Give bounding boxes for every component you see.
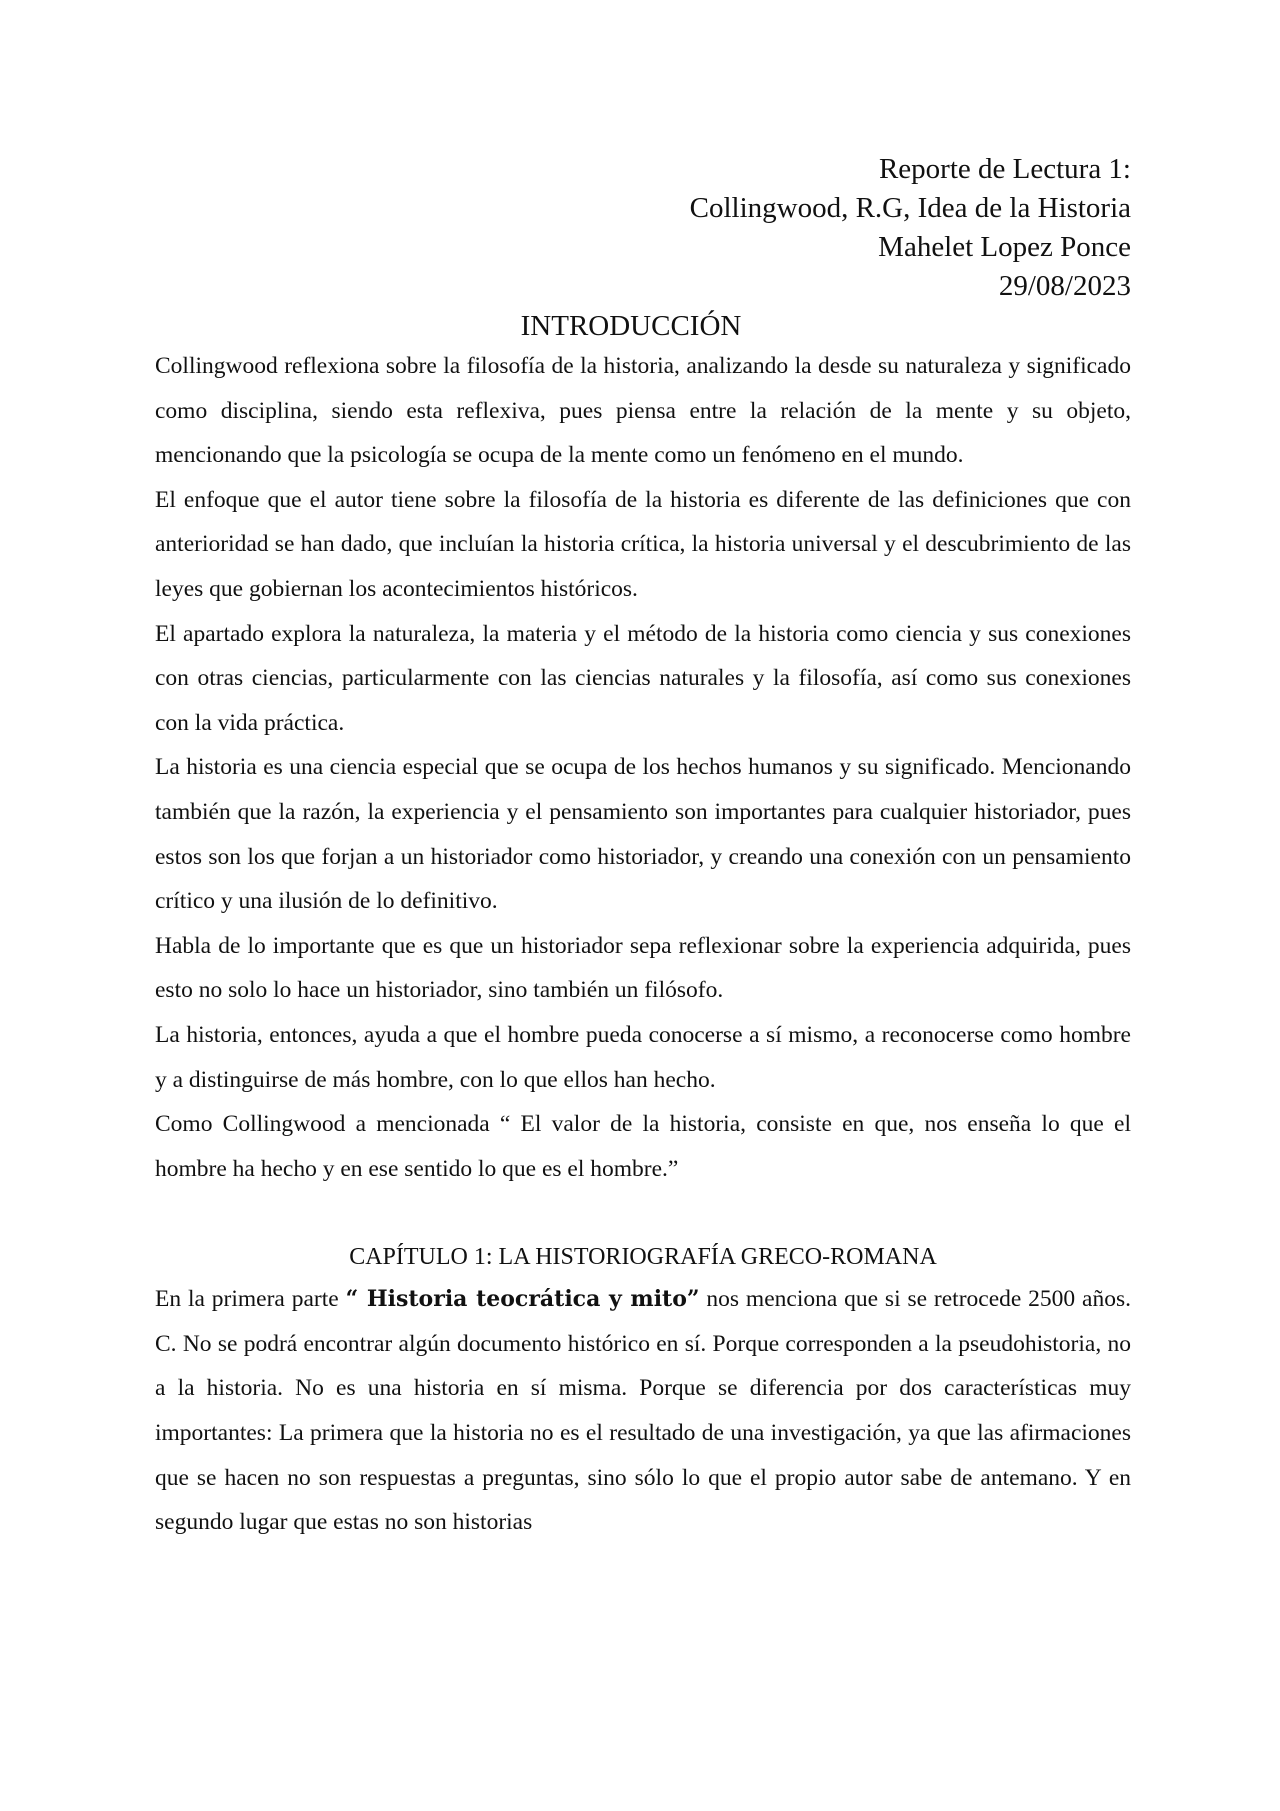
report-title: Reporte de Lectura 1: xyxy=(878,153,1131,185)
intro-paragraph: Como Collingwood a mencionada “ El valor de la historia, consiste en que, nos enseña lo que el hombre ha hecho y en ese sentido lo que es el hombre.” xyxy=(155,1111,1131,1182)
report-date: 29/08/2023 xyxy=(998,270,1131,302)
intro-paragraph: Habla de lo importante que es que un historiador sepa reflexionar sobre la experiencia adquirida, pues esto no solo lo hace un historiador, sino también un filósofo. xyxy=(155,932,1131,1004)
chapter-1-paragraph-text: nos menciona que si se retrocede 2500 años. C. No se podrá encontrar algún documento histórico en sí. Porque corresponden a la pseudohistoria, no a la historia. No es una historia en sí misma. Porque se diferencia por dos características muy importantes: La primera que la historia no es el resultado de una investigación, ya que las afirmaciones que se hacen no son respuestas a preguntas, sino sólo lo que el propio autor sabe de antemano. Y en segundo lugar que estas no son historias xyxy=(155,1286,1131,1536)
intro-paragraph: El apartado explora la naturaleza, la materia y el método de la historia como ciencia y sus conexiones con otras ciencias, particularmente con las ciencias naturales y la filosofía, así como sus conexiones con la vida práctica. xyxy=(155,620,1131,736)
author-name: Mahelet Lopez Ponce xyxy=(878,231,1131,263)
section-spacer xyxy=(155,1191,1131,1237)
intro-paragraph: Collingwood reflexiona sobre la filosofía de la historia, analizando la desde su naturaleza y significado como disciplina, siendo esta reflexiva, pues piensa entre la relación de la mente y su objeto, mencionando que la psicología se ocupa de la mente como un fenómeno en el mundo. xyxy=(155,353,1131,469)
intro-paragraph: La historia, entonces, ayuda a que el hombre pueda conocerse a sí mismo, a reconocerse como hombre y a distinguirse de más hombre, con lo que ellos han hecho. xyxy=(155,1021,1131,1093)
chapter-1-paragraph xyxy=(155,1277,1131,1545)
chapter-1-paragraph-prefix: En la primera parte xyxy=(155,1286,346,1313)
book-reference: Collingwood, R.G, Idea de la Historia xyxy=(689,192,1131,224)
report-header xyxy=(155,150,1131,306)
document-page xyxy=(155,150,1131,1545)
intro-paragraph: La historia es una ciencia especial que se ocupa de los hechos humanos y su significado. Mencionando también que la razón, la experiencia y el pensamiento son importantes para cualquier historiador, pues estos son los que forjan a un historiador como historiador, y creando una conexión con un pensamiento crítico y una ilusión de lo definitivo. xyxy=(155,754,1131,915)
introduction-heading: INTRODUCCIÓN xyxy=(520,310,742,342)
chapter-1-heading: CAPÍTULO 1: LA HISTORIOGRAFÍA GRECO-ROMANA xyxy=(349,1244,937,1271)
intro-paragraph: El enfoque que el autor tiene sobre la filosofía de la historia es diferente de las definiciones que con anterioridad se han dado, que incluían la historia crítica, la historia universal y el descubrimiento de las leyes que gobiernan los acontecimientos históricos. xyxy=(155,486,1131,602)
section-title-bold: “ Historia teocrática y mito” xyxy=(345,1286,700,1313)
